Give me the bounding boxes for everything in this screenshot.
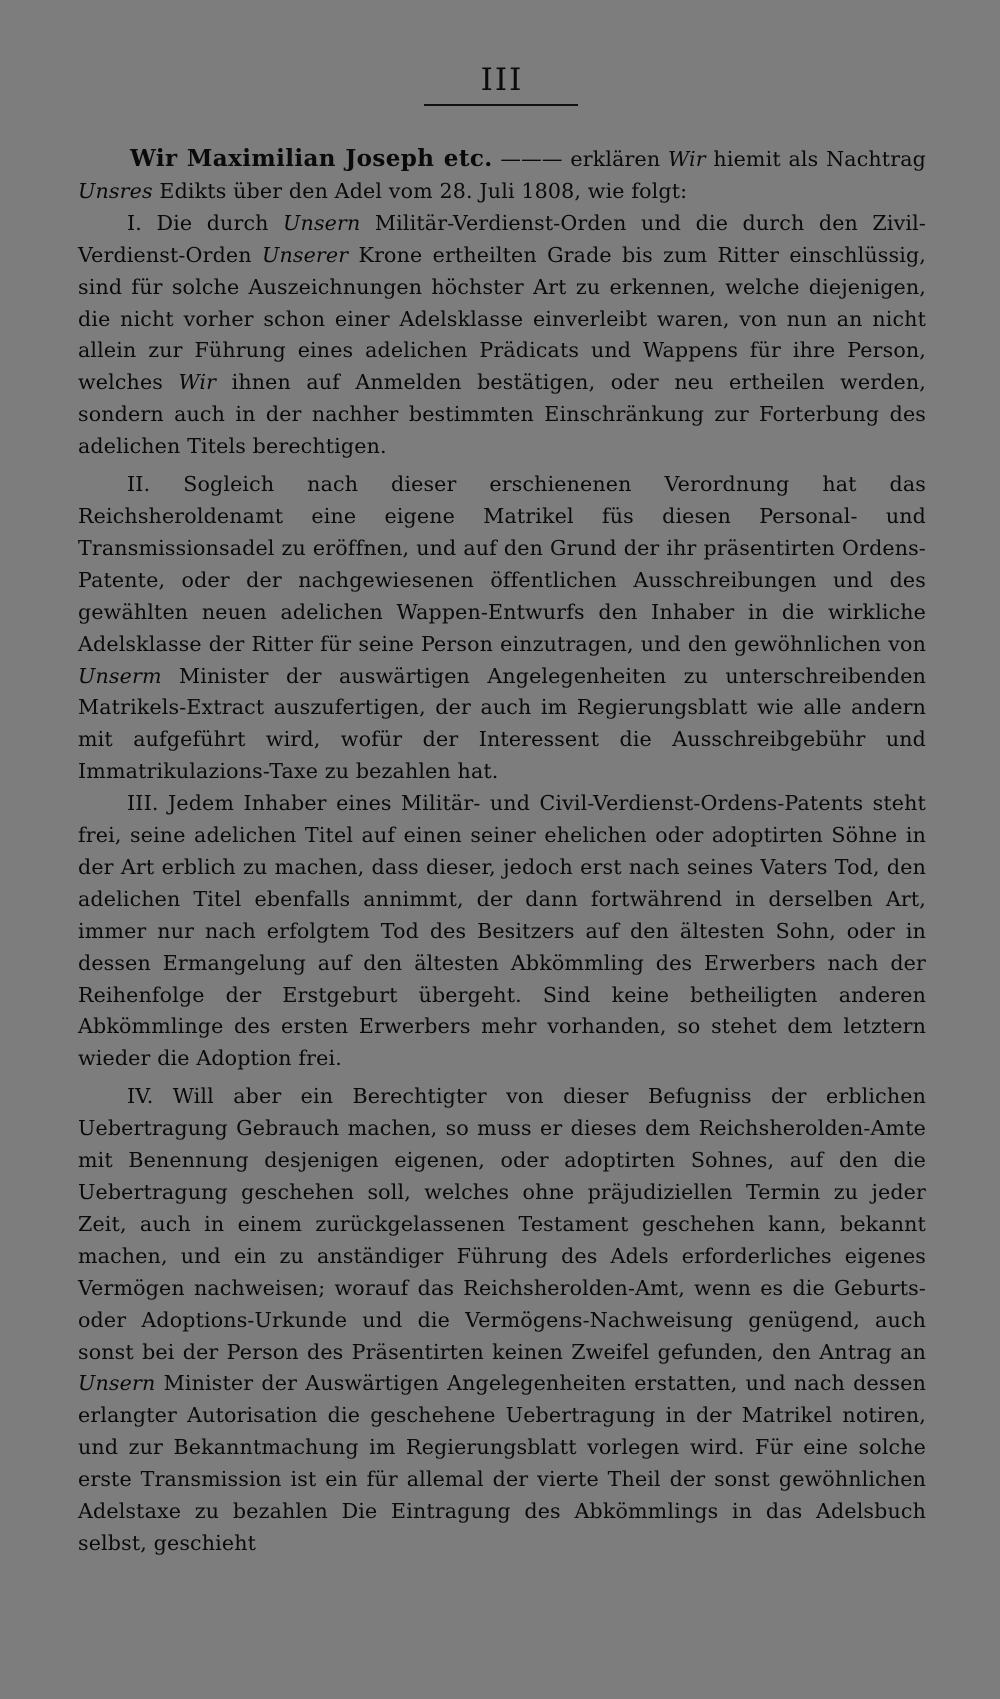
section-3-paragraph [78, 788, 926, 1075]
preamble-dashes: ——— [500, 147, 563, 171]
section-1-text: Militär-Verdienst-Orden und die durch den Zivil-Verdienst-Orden [78, 210, 926, 267]
section-1-text: Krone ertheilten Grade bis zum Ritter einschlüssig, sind für solche Auszeichnungen höchster Art zu erkennen, welche diejenigen, die nicht vorher schon einer Adelsklasse einverleibt waren, von nun an nicht allein zur Führung eines adelichen Prädicats und Wappens für ihre Person, welches [78, 242, 926, 395]
section-4-text: Minister der Auswärtigen Angelegenheiten erstatten, und nach dessen erlangter Autorisation die geschehene Uebertragung in der Matrikel notiren, und zur Bekanntmachung im Regierungsblatt vorlegen wird. Für eine solche erste Transmission ist ein für allemal der vierte Theil der sonst gewöhnlichen Adelstaxe zu bezahlen Die Eintragung des Abkömmlings in das Adelsbuch selbst, geschieht [78, 1371, 926, 1555]
section-3-text: III. Jedem Inhaber eines Militär- und Civil-Verdienst-Ordens-Patents steht frei, seine adelichen Titel auf einen seiner ehelichen oder adoptirten Söhne in der Art erblich zu machen, dass dieser, jedoch erst nach seines Vaters Tod, den adelichen Titel ebenfalls annimmt, der dann fortwährend in derselben Art, immer nur nach erfolgtem Tod des Besitzers auf den ältesten Sohn, oder in dessen Ermangelung auf den ältesten Abkömmling des Erwerbers nach der Reihenfolge der Erstgeburt übergeht. Sind keine betheiligten anderen Abkömmlinge des ersten Erwerbers mehr vorhanden, so stehet dem letztern wieder die Adoption frei. [78, 791, 926, 1071]
preamble-text: hiemit als Nachtrag [705, 147, 926, 171]
emphasis-unsres: Unsres [78, 178, 153, 203]
emphasis-unsern: Unsern [283, 210, 361, 235]
emphasis-unserer: Unserer [261, 242, 349, 267]
emphasis-wir: Wir [178, 370, 217, 395]
emphasis-unsern: Unsern [78, 1371, 156, 1396]
section-1-paragraph [78, 208, 926, 463]
emphasis-wir: Wir [668, 147, 706, 171]
page-number-rule [424, 104, 578, 106]
section-4-paragraph [78, 1081, 926, 1560]
page-number: III [480, 62, 524, 98]
section-4-text: IV. Will aber ein Berechtigter von dieser Befugniss der erblichen Uebertragung Gebrauch machen, so muss er dieses dem Reichsherolden-Amte mit Benennung desjenigen eigenen, oder adoptirten Sohnes, auf den die Uebertragung geschehen soll, welches ohne präjudiziellen Termin zu jeder Zeit, auch in einem zurückgelassenen Testament geschehen kann, bekannt machen, und ein zu anständiger Führung des Adels erforderliches eigenes Vermögen nachweisen; worauf das Reichsherolden-Amt, wenn es die Geburts- oder Adoptions-Urkunde und die Vermögens-Nachweisung genügend, auch sonst bei der Person des Präsentirten keinen Zweifel gefunden, den Antrag an [78, 1084, 926, 1364]
emphasis-unserm: Unserm [78, 663, 162, 688]
section-2-paragraph [78, 469, 926, 788]
section-1-text: ihnen auf Anmelden bestätigen, oder neu ertheilen werden, sondern auch in der nachher bestimmten Einschränkung zur Forterbung des adelichen Titels berechtigen. [78, 370, 927, 459]
decree-heading: Wir Maximilian Joseph etc. [130, 145, 493, 172]
preamble-paragraph [78, 143, 926, 208]
document-body [78, 143, 926, 1560]
section-2-text: Minister der auswärtigen Angelegenheiten zu unterschreibenden Matrikels-Extract auszufertigen, der auch im Regierungsblatt wie alle andern mit aufgeführt wird, wofür der Interessent die Ausschreibgebühr und Immatrikulazions-Taxe zu bezahlen hat. [78, 663, 926, 784]
preamble-text: Edikts über den Adel vom 28. Juli 1808, wie folgt: [152, 178, 688, 203]
section-2-text: II. Sogleich nach dieser erschienenen Verordnung hat das Reichsheroldenamt eine eigene Matrikel füs diesen Personal- und Transmissionsadel zu eröffnen, und auf den Grund der ihr präsentirten Ordens-Patente, oder der nachgewiesenen öffentlichen Ausschreibungen und des gewählten neuen adelichen Wappen-Entwurfs den Inhaber in die wirkliche Adelsklasse der Ritter für seine Person einzutragen, und den gewöhnlichen von [78, 472, 926, 656]
preamble-text: erklären [570, 147, 668, 171]
section-1-text: I. Die durch [127, 210, 284, 235]
